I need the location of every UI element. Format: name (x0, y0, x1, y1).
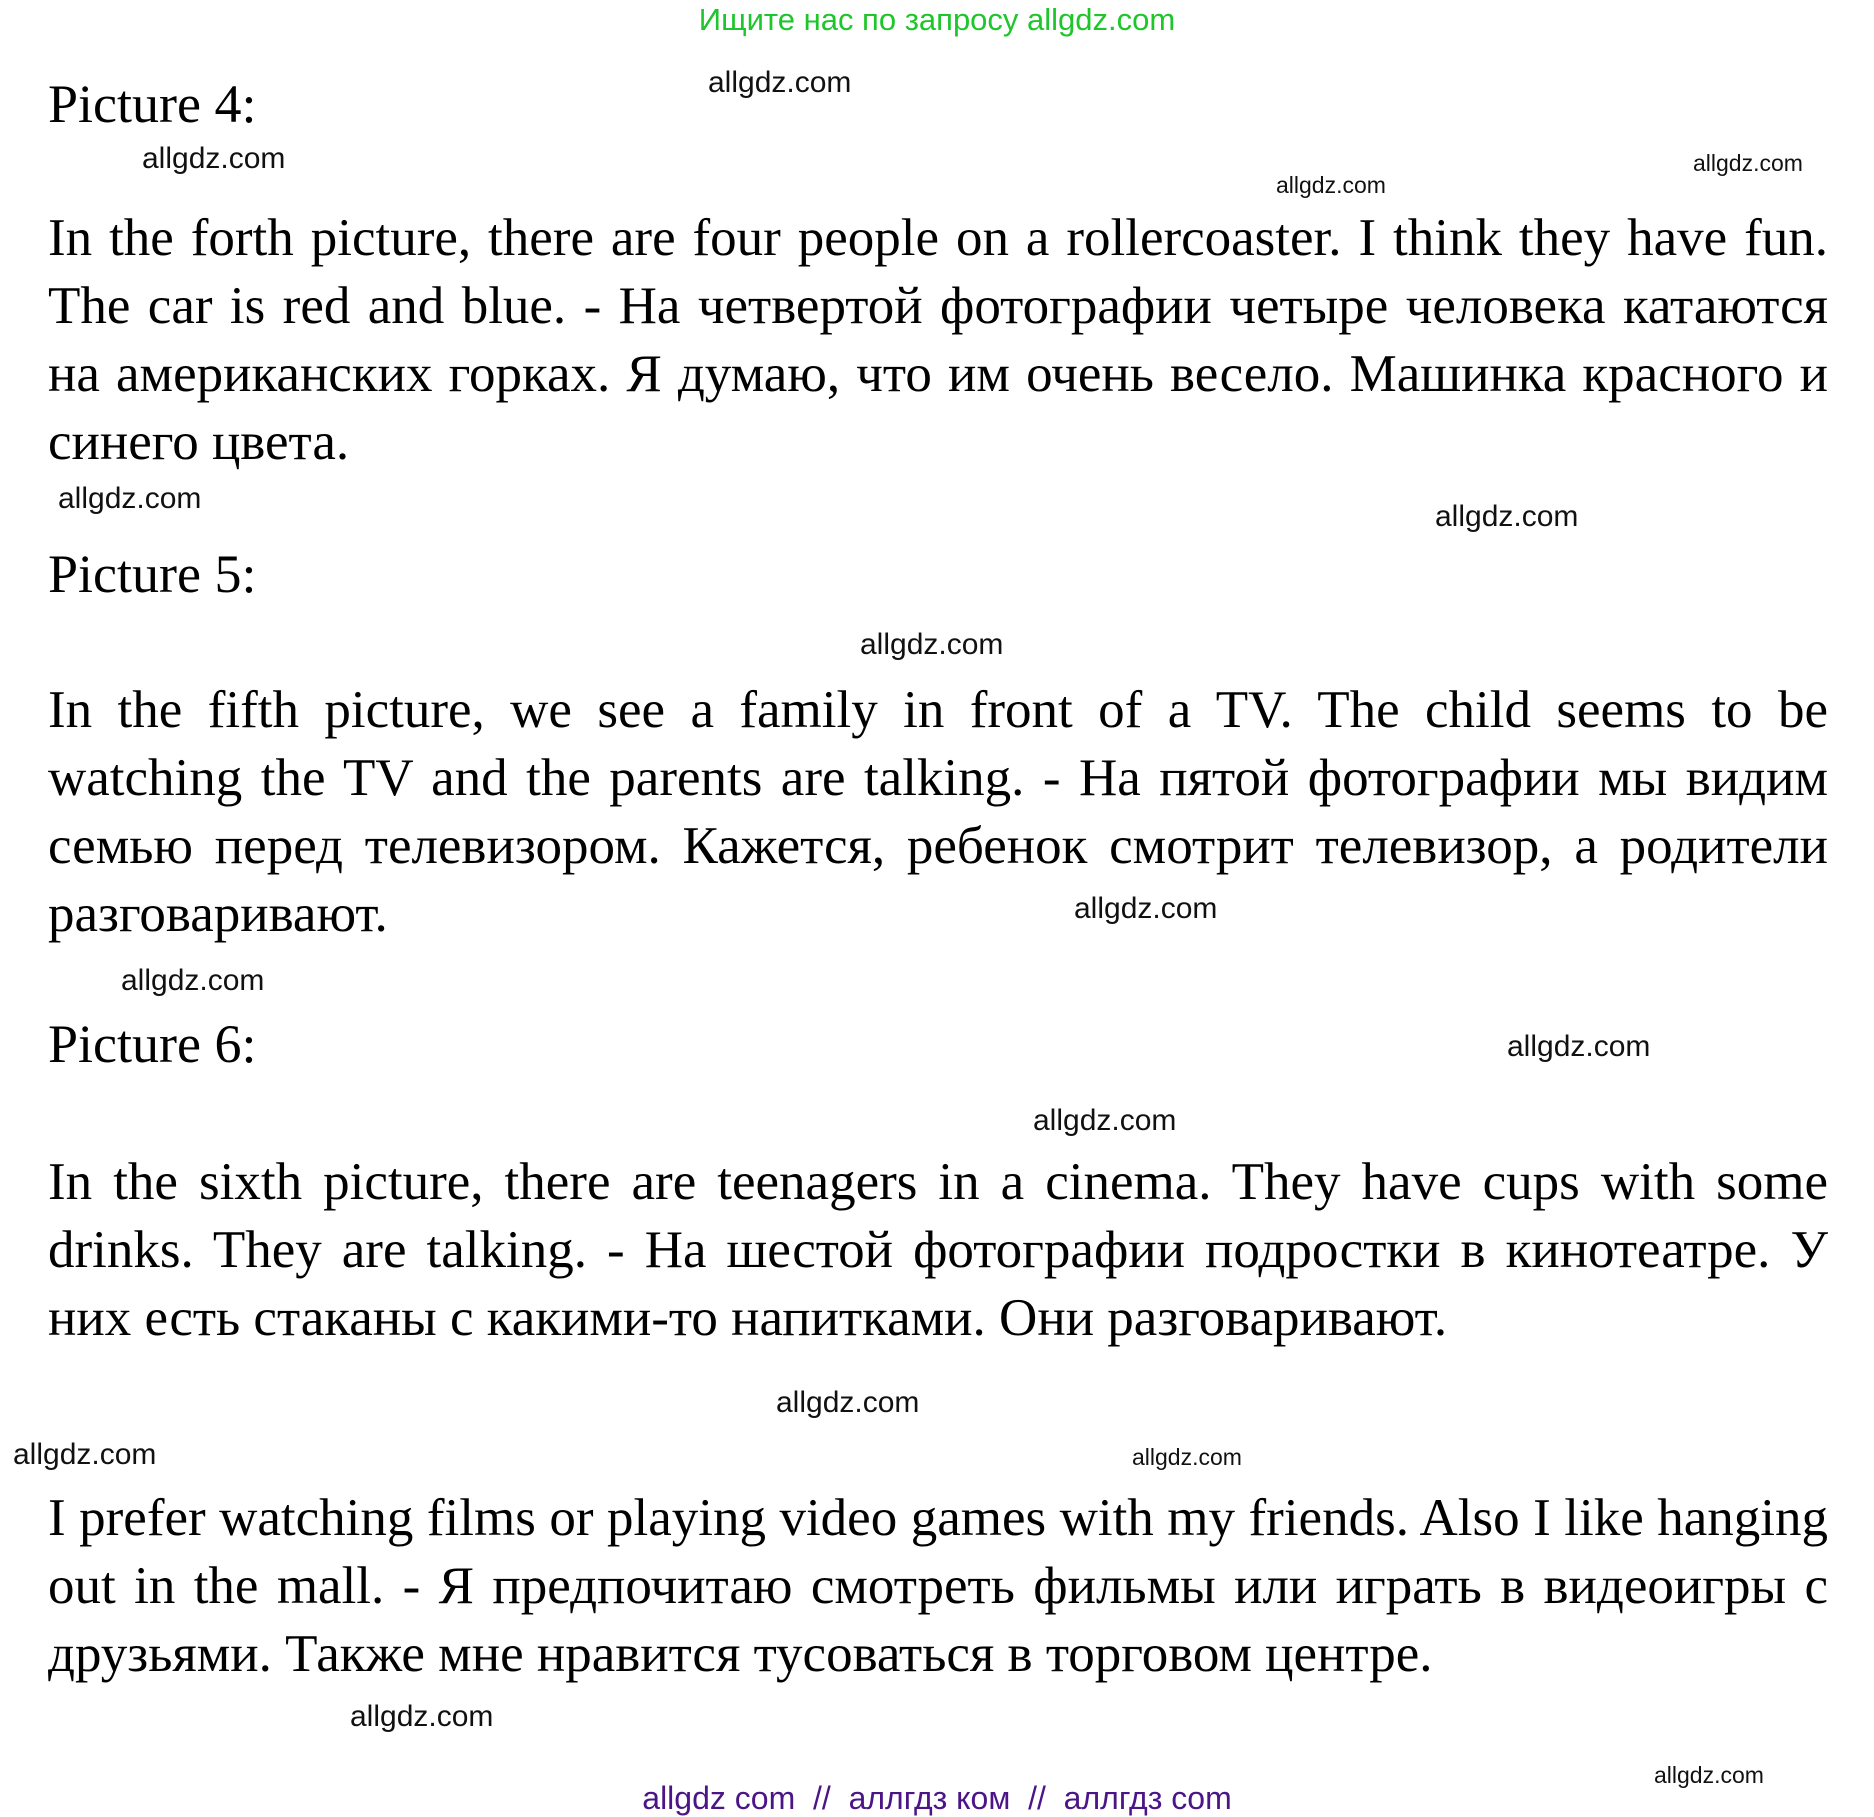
watermark: allgdz.com (350, 1700, 494, 1733)
watermark: allgdz.com (1654, 1762, 1764, 1788)
search-banner: Ищите нас по запросу allgdz.com (698, 2, 1176, 37)
watermark: allgdz.com (776, 1386, 920, 1419)
watermark: allgdz.com (1693, 150, 1803, 176)
watermark: allgdz.com (58, 482, 202, 515)
watermark: allgdz.com (1276, 172, 1386, 198)
footer-links: allgdz com // аллгдз ком // аллгдз com (642, 1780, 1232, 1816)
paragraph-picture-4: In the forth picture, there are four people on a rollercoaster. I think they have fun. The car is red and blue. - На четвертой фотографии четыре человека катаются на американских горках. Я думаю, что им очень весело. Машинка красного и синего цвета. (48, 209, 1828, 471)
watermark: allgdz.com (1435, 500, 1579, 533)
paragraph-preference: I prefer watching films or playing video games with my friends. Also I like hanging out in the mall. - Я предпочитаю смотреть фильмы или играть в видеоигры с друзьями. Также мне нравится тусоваться в торговом центре. (48, 1489, 1828, 1683)
watermark: allgdz.com (1507, 1030, 1651, 1063)
paragraph-picture-6: In the sixth picture, there are teenagers in a cinema. They have cups with some drinks. They are talking. - На шестой фотографии подростки в кинотеатре. У них есть стаканы с какими-то напитками. Они разговаривают. (48, 1153, 1828, 1347)
watermark: allgdz.com (1074, 892, 1218, 925)
watermark: allgdz.com (121, 964, 265, 997)
watermark: allgdz.com (1033, 1104, 1177, 1137)
watermark: allgdz.com (860, 628, 1004, 661)
heading-picture-5: Picture 5: (48, 544, 257, 604)
watermark: allgdz.com (1132, 1444, 1242, 1470)
watermark: allgdz.com (142, 142, 286, 175)
paragraph-picture-5: In the fifth picture, we see a family in front of a TV. The child seems to be watching the TV and the parents are talking. - На пятой фотографии мы видим семью перед телевизором. Кажется, ребенок смотрит телевизор, а родители разговаривают. (48, 681, 1828, 943)
watermark: allgdz.com (13, 1438, 157, 1471)
watermark: allgdz.com (708, 66, 852, 99)
heading-picture-4: Picture 4: (48, 74, 257, 134)
heading-picture-6: Picture 6: (48, 1014, 257, 1074)
